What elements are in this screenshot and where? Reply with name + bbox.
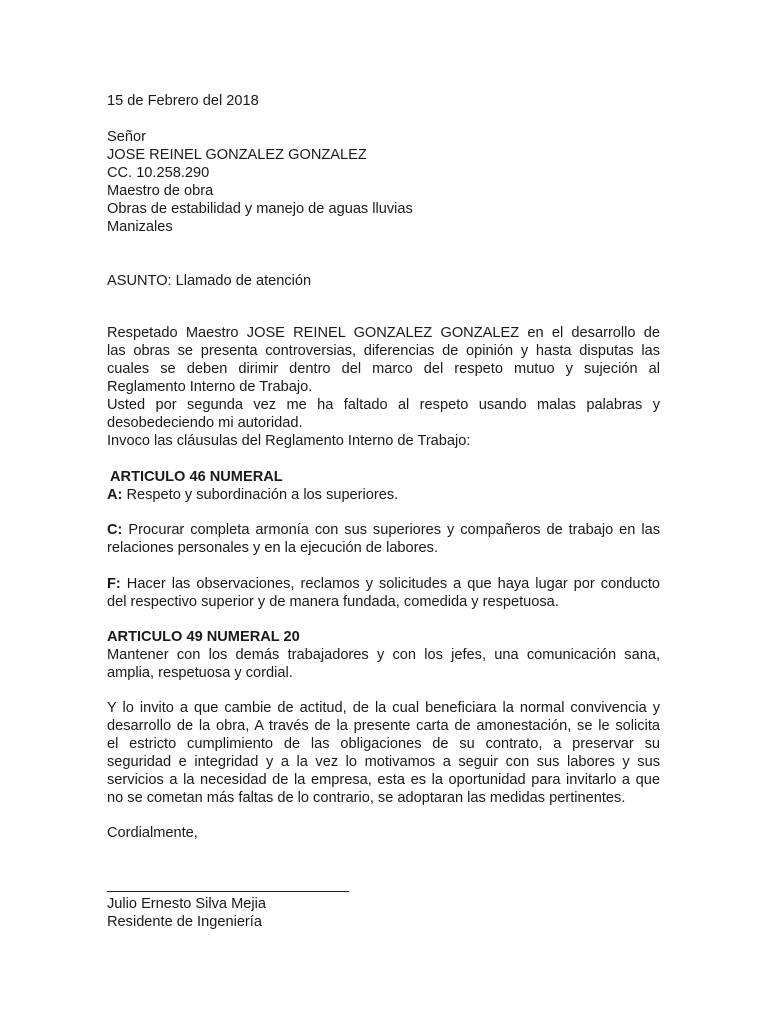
item-a-text: Respeto y subordinación a los superiores. [122, 487, 399, 503]
closing-line1: Y lo invito a que cambie de actitud, de la cual beneficiara la normal convivencia y [107, 700, 660, 716]
signoff: Cordialmente, [107, 825, 198, 841]
closing-line4: seguridad e integridad y a la vez lo motivamos a seguir con sus labores y sus [107, 754, 660, 770]
item-c-text-line2: relaciones personales y en la ejecución de labores. [107, 540, 438, 556]
signer-title: Residente de Ingeniería [107, 914, 262, 930]
recipient-name: JOSE REINEL GONZALEZ GONZALEZ [107, 147, 367, 163]
closing-line6: no se cometan más faltas de lo contrario, se adoptaran las medidas pertinentes. [107, 790, 626, 806]
article-46-item-c-line1 [107, 521, 660, 539]
signer-name: Julio Ernesto Silva Mejia [107, 896, 266, 912]
item-f-text-line2: del respectivo superior y de manera fundada, comedida y respetuosa. [107, 594, 559, 610]
signature-line [107, 891, 349, 892]
body-p2-line2: desobedeciendo mi autoridad. [107, 415, 303, 431]
letter-subject: ASUNTO: Llamado de atención [107, 273, 312, 289]
item-f-label: F: [107, 576, 121, 592]
body-p1-line3: cuales se deben dirimir dentro del marco del respeto mutuo y sujeción al [107, 361, 660, 377]
recipient-salutation: Señor [107, 129, 146, 145]
article-46-item-a [107, 486, 398, 504]
article-46-heading: ARTICULO 46 NUMERAL [110, 469, 283, 485]
closing-line3: el estricto cumplimiento de las obligaciones de su contrato, a preservar su [107, 736, 660, 752]
article-49-heading: ARTICULO 49 NUMERAL 20 [107, 629, 300, 645]
item-f-text-line1: Hacer las observaciones, reclamos y solicitudes a que haya lugar por conducto [120, 576, 660, 592]
item-c-text-line1: Procurar completa armonía con sus superiores y compañeros de trabajo en las [122, 522, 660, 538]
item-a-label: A: [107, 487, 123, 503]
closing-line5: servicios a la necesidad de la empresa, esta es la oportunidad para invitarlo a que [107, 772, 660, 788]
body-p1-line2: las obras se presenta controversias, diferencias de opinión y hasta disputas las [107, 343, 660, 359]
recipient-project: Obras de estabilidad y manejo de aguas lluvias [107, 201, 413, 217]
body-p1-line4: Reglamento Interno de Trabajo. [107, 379, 313, 395]
body-p3-line1: Invoco las cláusulas del Reglamento Interno de Trabajo: [107, 433, 471, 449]
recipient-city: Manizales [107, 219, 173, 235]
recipient-id: CC. 10.258.290 [107, 165, 210, 181]
article-49-line2: amplia, respetuosa y cordial. [107, 665, 293, 681]
item-c-label: C: [107, 522, 123, 538]
body-p2-line1: Usted por segunda vez me ha faltado al respeto usando malas palabras y [107, 397, 660, 413]
body-p1-line1: Respetado Maestro JOSE REINEL GONZALEZ GONZALEZ en el desarrollo de [107, 325, 660, 341]
article-46-item-f-line1 [107, 575, 660, 593]
recipient-role: Maestro de obra [107, 183, 214, 199]
letter-date: 15 de Febrero del 2018 [107, 93, 259, 109]
article-49-line1: Mantener con los demás trabajadores y con los jefes, una comunicación sana, [107, 647, 660, 663]
closing-line2: desarrollo de la obra, A través de la presente carta de amonestación, se le solicita [107, 718, 660, 734]
